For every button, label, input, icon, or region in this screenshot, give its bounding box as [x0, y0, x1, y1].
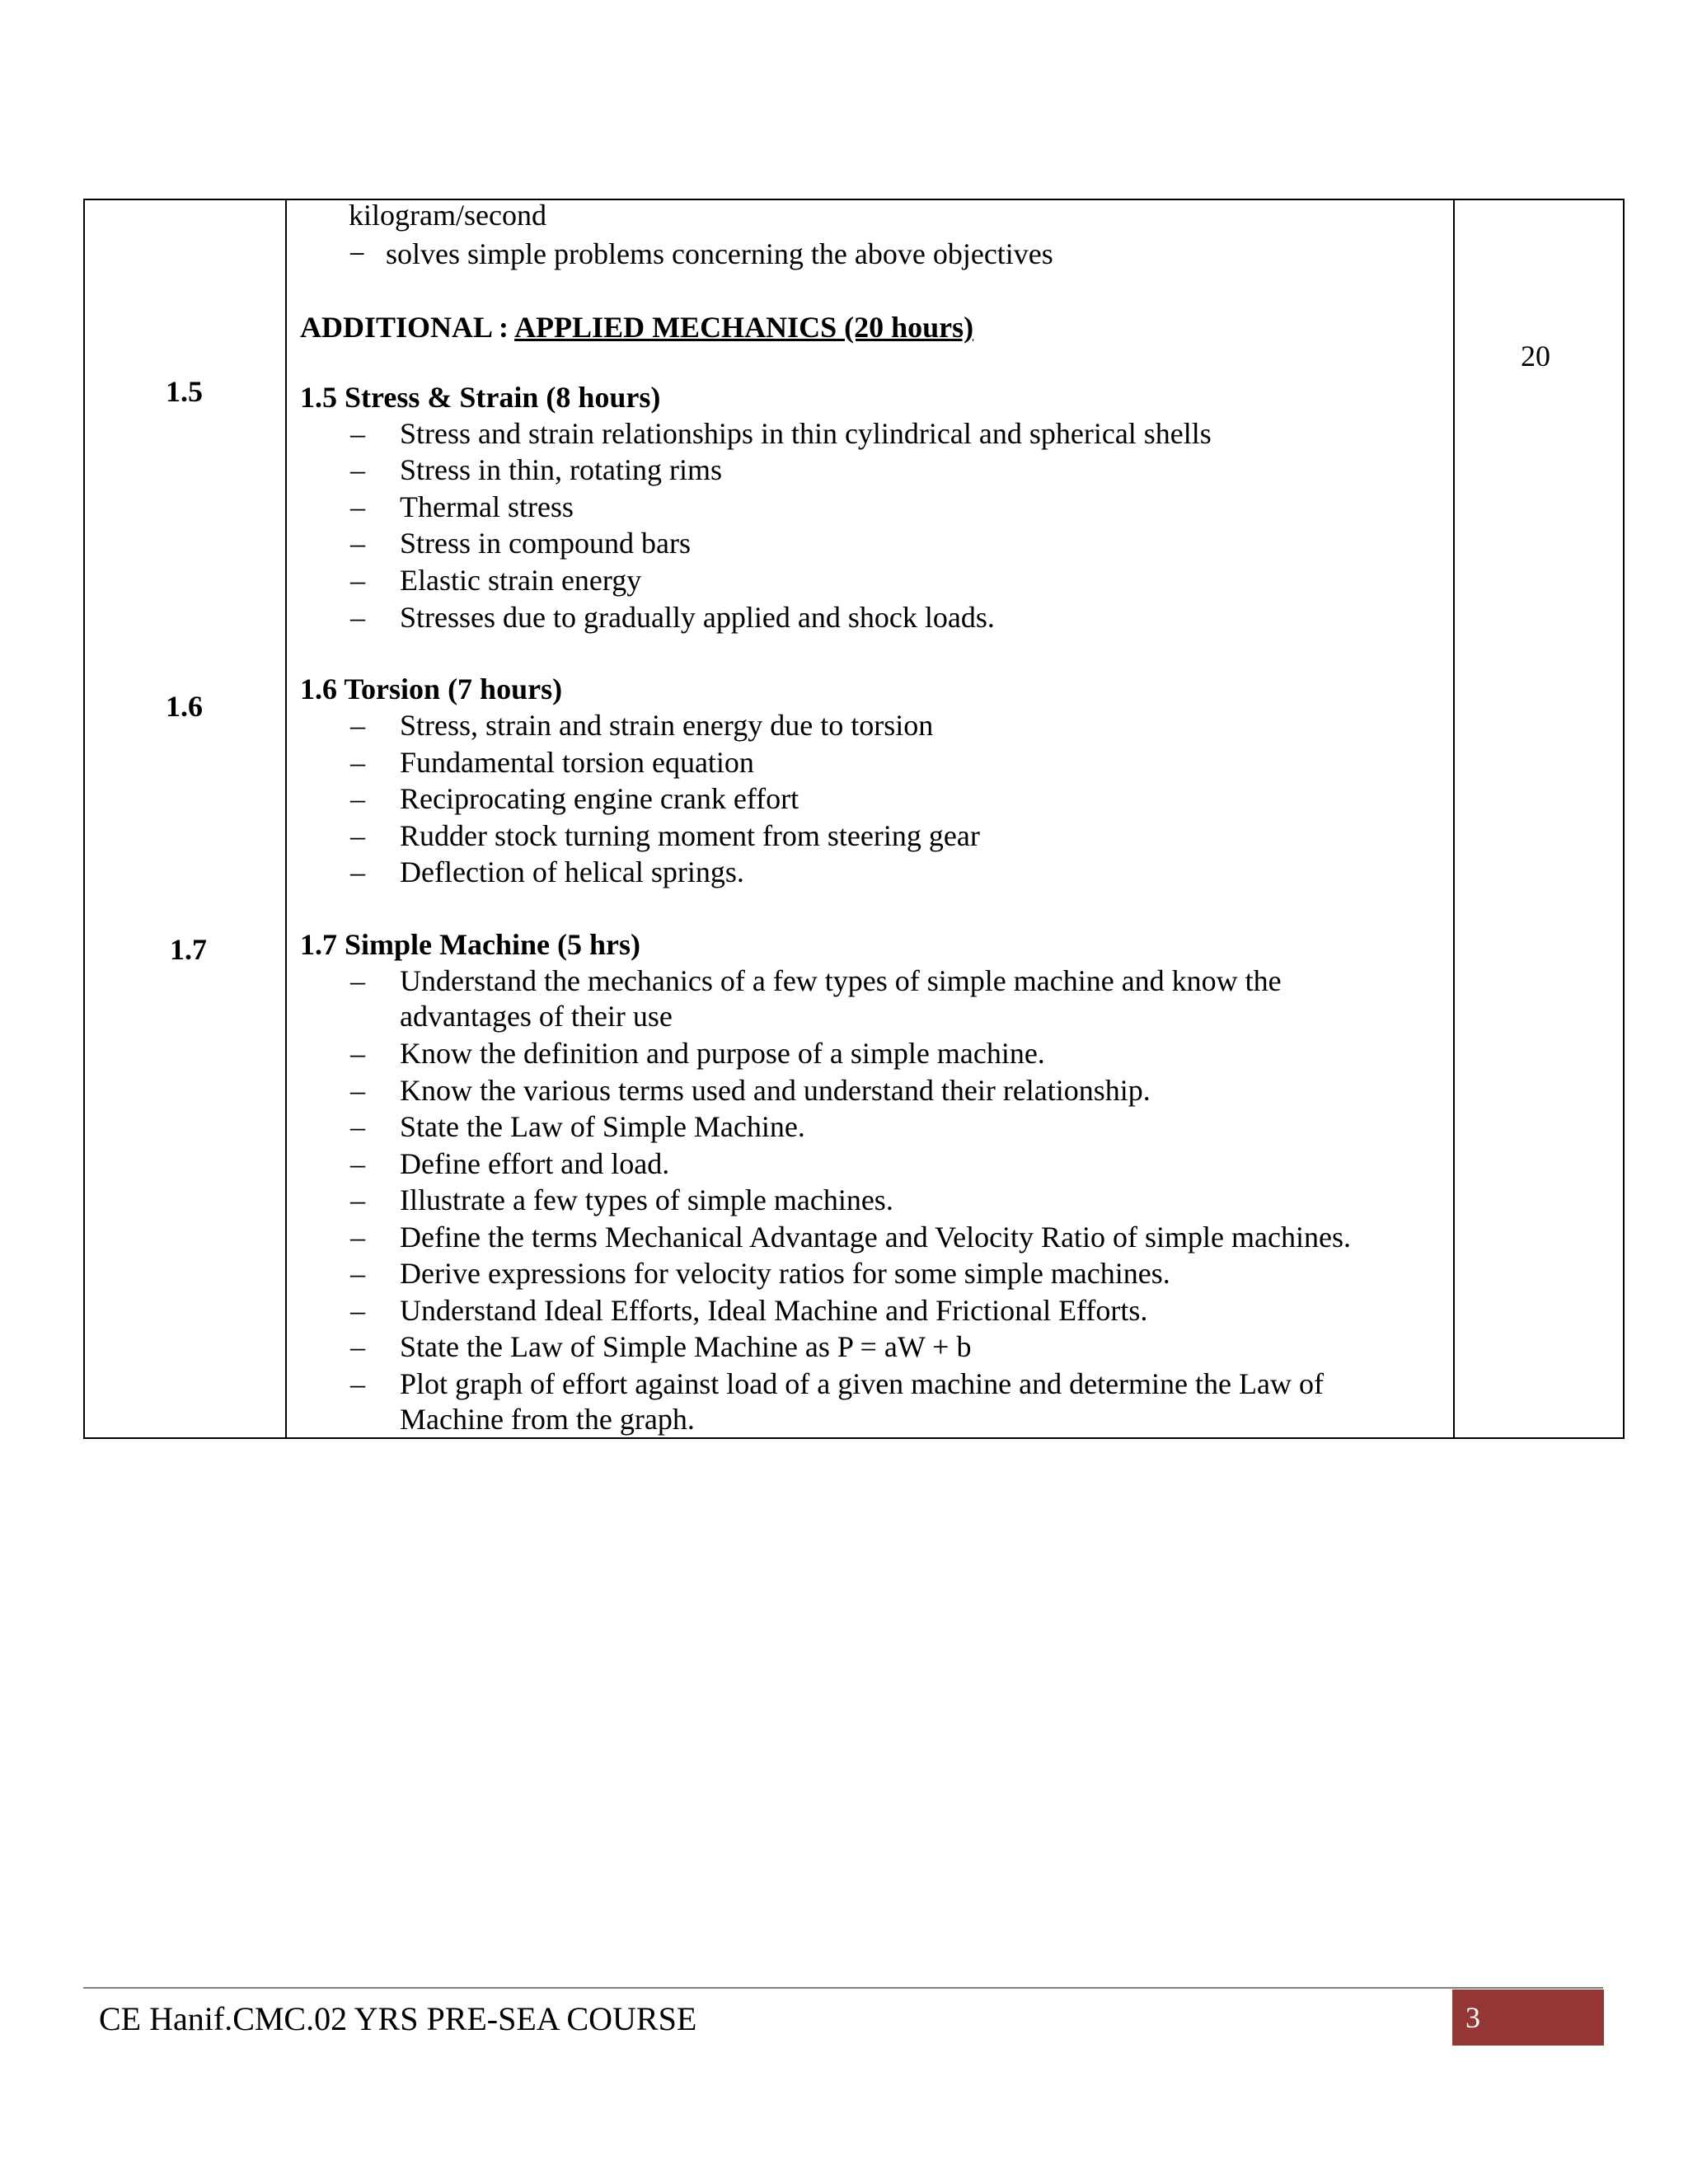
continued-line: solves simple problems concerning the above objectives — [386, 237, 1053, 270]
list-item: Stress in compound bars — [400, 527, 691, 560]
list-item: Understand the mechanics of a few types of simple machine and know the — [400, 964, 1282, 997]
list-bullet: – — [350, 527, 365, 560]
continued-line: kilogram/second — [349, 199, 546, 232]
list-item: Elastic strain energy — [400, 564, 642, 597]
list-item: Reciprocating engine crank effort — [400, 782, 799, 815]
list-item: Understand Ideal Efforts, Ideal Machine and Frictional Efforts. — [400, 1294, 1148, 1327]
section-heading: 1.6 Torsion (7 hours) — [300, 673, 563, 705]
list-bullet: – — [350, 1330, 365, 1363]
list-item: State the Law of Simple Machine as P = aW + b — [400, 1330, 972, 1363]
list-item-continuation: Machine from the graph. — [400, 1403, 695, 1436]
list-item: Deflection of helical springs. — [400, 855, 744, 888]
section-heading: 1.7 Simple Machine (5 hrs) — [300, 928, 640, 961]
list-bullet: – — [350, 601, 365, 634]
list-bullet: – — [350, 490, 365, 523]
list-bullet: – — [350, 1037, 365, 1070]
additional-header — [300, 309, 973, 345]
page-number: 3 — [1465, 2001, 1480, 2034]
list-item: Know the various terms used and understand their relationship. — [400, 1074, 1151, 1107]
section-number: 1.7 — [170, 933, 207, 966]
column-divider — [285, 200, 287, 1437]
list-bullet: – — [350, 855, 365, 888]
continued-bullet: − — [349, 237, 366, 270]
list-item: Plot graph of effort against load of a given machine and determine the Law of — [400, 1367, 1324, 1400]
hours-cell: 20 — [1521, 340, 1550, 373]
list-bullet: – — [350, 964, 365, 997]
list-item: Illustrate a few types of simple machines. — [400, 1183, 893, 1216]
list-item: Define effort and load. — [400, 1147, 670, 1180]
list-bullet: – — [350, 819, 365, 852]
list-bullet: – — [350, 709, 365, 742]
list-bullet: – — [350, 1294, 365, 1327]
list-item: Stresses due to gradually applied and shock loads. — [400, 601, 995, 634]
list-bullet: – — [350, 746, 365, 779]
list-bullet: – — [350, 1367, 365, 1400]
additional-title: APPLIED MECHANICS (20 hours) — [514, 311, 974, 344]
list-item: State the Law of Simple Machine. — [400, 1110, 805, 1143]
footer-rule — [83, 1987, 1603, 1989]
list-item-continuation: advantages of their use — [400, 1000, 673, 1033]
list-bullet: – — [350, 564, 365, 597]
list-bullet: – — [350, 1147, 365, 1180]
list-bullet: – — [350, 1074, 365, 1107]
list-bullet: – — [350, 453, 365, 486]
list-item: Stress in thin, rotating rims — [400, 453, 722, 486]
page-number-badge — [1452, 1990, 1604, 2046]
list-item: Thermal stress — [400, 490, 574, 523]
list-item: Stress, strain and strain energy due to torsion — [400, 709, 934, 742]
list-bullet: – — [350, 1110, 365, 1143]
footer-course-title: CE Hanif.CMC.02 YRS PRE-SEA COURSE — [99, 2000, 697, 2037]
list-item: Fundamental torsion equation — [400, 746, 754, 779]
list-bullet: – — [350, 782, 365, 815]
list-bullet: – — [350, 1221, 365, 1254]
additional-label: ADDITIONAL : — [300, 311, 515, 344]
list-bullet: – — [350, 1257, 365, 1290]
section-heading: 1.5 Stress & Strain (8 hours) — [300, 381, 661, 414]
list-bullet: – — [350, 417, 365, 450]
section-number: 1.5 — [166, 375, 203, 408]
section-number: 1.6 — [166, 690, 203, 723]
list-item: Know the definition and purpose of a simple machine. — [400, 1037, 1045, 1070]
list-item: Define the terms Mechanical Advantage and Velocity Ratio of simple machines. — [400, 1221, 1351, 1254]
list-item: Derive expressions for velocity ratios for some simple machines. — [400, 1257, 1170, 1290]
column-divider — [1453, 200, 1455, 1437]
list-item: Stress and strain relationships in thin cylindrical and spherical shells — [400, 417, 1212, 450]
list-item: Rudder stock turning moment from steering gear — [400, 819, 980, 852]
list-bullet: – — [350, 1183, 365, 1216]
